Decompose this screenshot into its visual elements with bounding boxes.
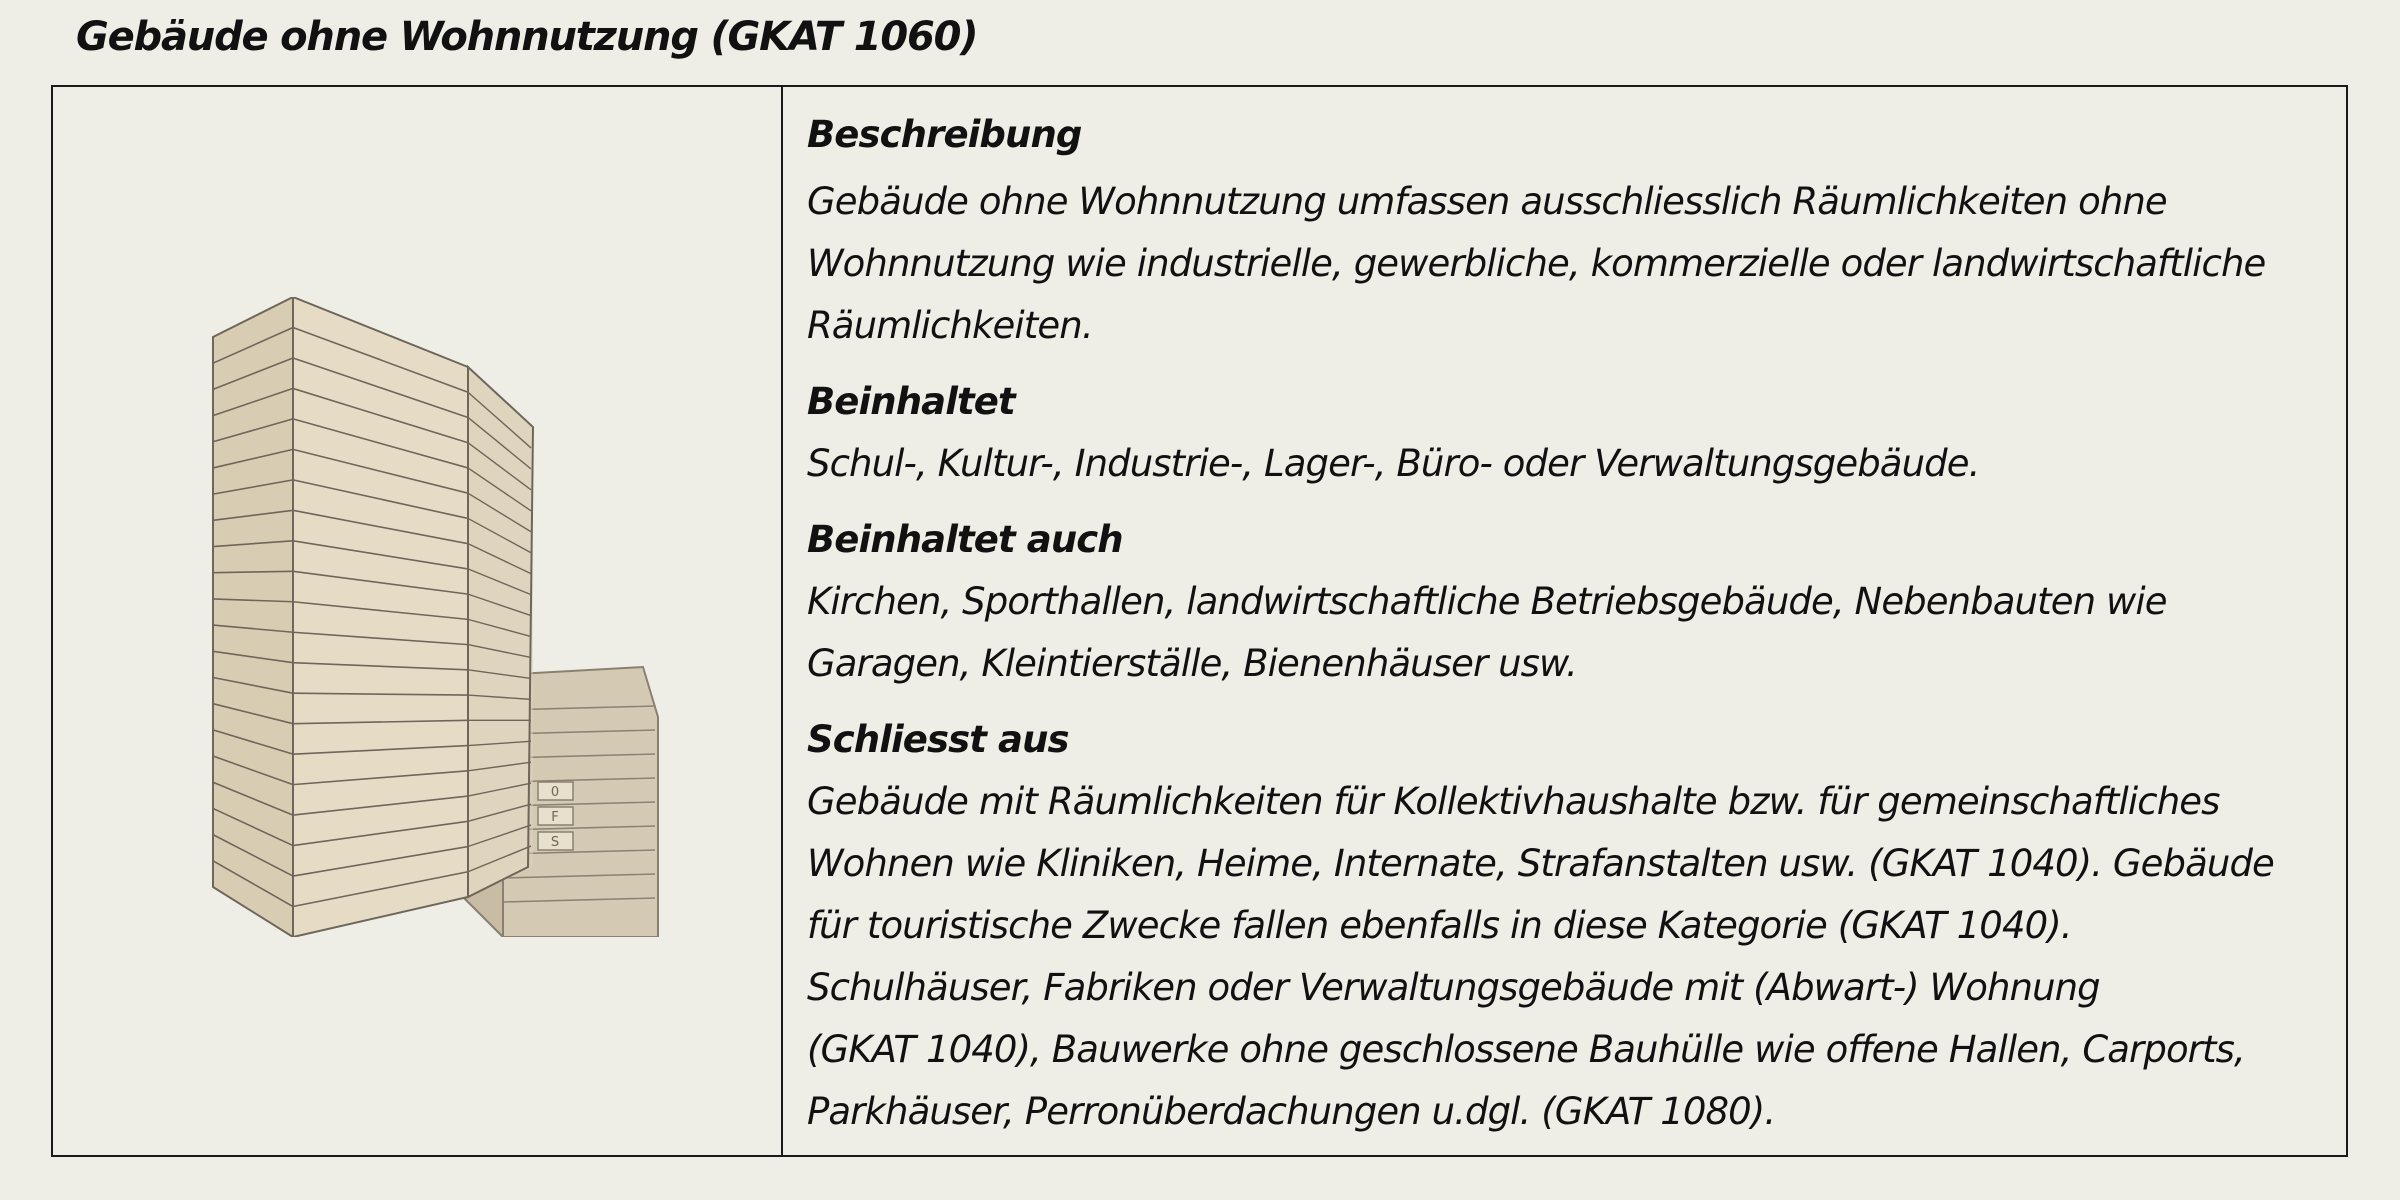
- definition-table: [51, 85, 2348, 1157]
- section-body: [807, 571, 2326, 695]
- section-body: [807, 433, 2326, 495]
- text-line: Gebäude ohne Wohnnutzung umfassen ausschliesslich Räumlichkeiten ohne: [807, 180, 2167, 223]
- floor-label-s: S: [550, 835, 560, 850]
- section-beinhaltet-auch: [807, 509, 2326, 695]
- section-beinhaltet: [807, 371, 2326, 495]
- section-heading: Beinhaltet auch: [807, 518, 1123, 561]
- text-line: Räumlichkeiten.: [807, 304, 1093, 347]
- text-line: Gebäude mit Räumlichkeiten für Kollektivhaushalte bzw. für gemeinschaftliches: [807, 780, 2220, 823]
- section-heading: Beinhaltet: [807, 380, 1015, 423]
- text-line: (GKAT 1040), Bauwerke ohne geschlossene Bauhülle wie offene Hallen, Carports,: [807, 1028, 2245, 1071]
- section-beschreibung: [807, 105, 2326, 357]
- text-line: Garagen, Kleintierställe, Bienenhäuser usw.: [807, 642, 1577, 685]
- section-heading: Beschreibung: [807, 113, 1082, 156]
- text-line: Wohnen wie Kliniken, Heime, Internate, Strafanstalten usw. (GKAT 1040). Gebäude: [807, 842, 2274, 885]
- floor-label-f: F: [551, 810, 559, 825]
- section-schliesst-aus: [807, 709, 2326, 1143]
- office-building-icon: [203, 297, 673, 937]
- text-line: Parkhäuser, Perronüberdachungen u.dgl. (GKAT 1080).: [807, 1090, 1776, 1133]
- section-heading: Schliesst aus: [807, 718, 1069, 761]
- text-line: für touristische Zwecke fallen ebenfalls in diese Kategorie (GKAT 1040).: [807, 904, 2072, 947]
- page-title: Gebäude ohne Wohnnutzung (GKAT 1060): [76, 14, 978, 60]
- section-body: [807, 171, 2326, 357]
- text-line: Wohnnutzung wie industrielle, gewerbliche, kommerzielle oder landwirtschaftliche: [807, 242, 2266, 285]
- text-line: Schul-, Kultur-, Industrie-, Lager-, Büro- oder Verwaltungsgebäude.: [807, 442, 1980, 485]
- main-tower: [213, 297, 533, 937]
- section-body: [807, 771, 2326, 1143]
- floor-label-0: 0: [550, 785, 560, 800]
- text-line: Schulhäuser, Fabriken oder Verwaltungsgebäude mit (Abwart-) Wohnung: [807, 966, 2100, 1009]
- description-cell: [783, 87, 2346, 1155]
- illustration-cell: [53, 87, 783, 1155]
- text-line: Kirchen, Sporthallen, landwirtschaftliche Betriebsgebäude, Nebenbauten wie: [807, 580, 2167, 623]
